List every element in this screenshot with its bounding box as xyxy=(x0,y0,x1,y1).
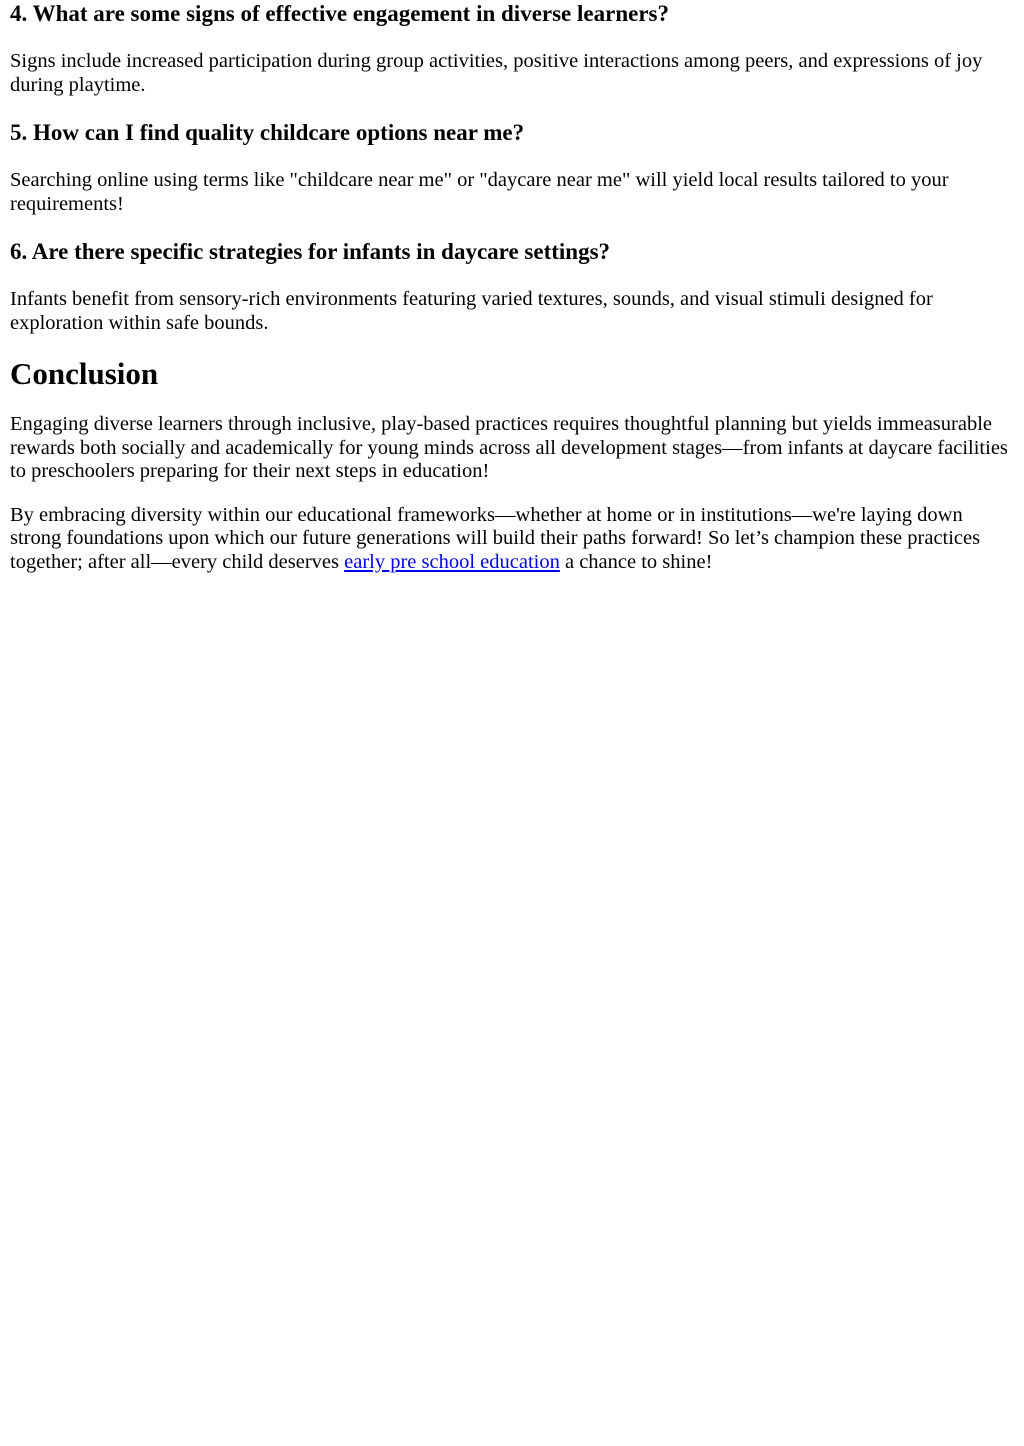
faq-question-4-heading: 4. What are some signs of effective engagement in diverse learners? xyxy=(10,1,669,26)
faq-answer-5: Searching online using terms like "childcare near me" or "daycare near me" will yield local results tailored to your requirements! xyxy=(10,169,949,215)
faq-question-6-heading: 6. Are there specific strategies for infants in daycare settings? xyxy=(10,239,611,264)
faq-question-5-heading: 5. How can I find quality childcare options near me? xyxy=(10,120,525,145)
conclusion-heading: Conclusion xyxy=(10,356,159,391)
article-content xyxy=(0,0,1024,574)
faq-answer-4: Signs include increased participation during group activities, positive interactions among peers, and expressions of joy during playtime. xyxy=(10,50,983,96)
faq-answer-6: Infants benefit from sensory-rich environments featuring varied textures, sounds, and visual stimuli designed for exploration within safe bounds. xyxy=(10,288,933,334)
conclusion-paragraph-1: Engaging diverse learners through inclusive, play-based practices requires thoughtful planning but yields immeasurable rewards both socially and academically for young minds across all development stages—from infants at daycare facilities to preschoolers preparing for their next steps in education! xyxy=(10,413,1008,482)
conclusion-paragraph-2-text-before-link: By embracing diversity within our educational frameworks—whether at home or in institutions—we're laying down strong foundations upon which our future generations will build their paths forward! So let’s champion these practices together; after all—every child deserves xyxy=(10,503,981,573)
conclusion-paragraph-2-text-after-link: a chance to shine! xyxy=(559,550,713,573)
early-pre-school-education-link[interactable]: early pre school education xyxy=(344,550,560,573)
conclusion-paragraph-2 xyxy=(10,504,1014,575)
